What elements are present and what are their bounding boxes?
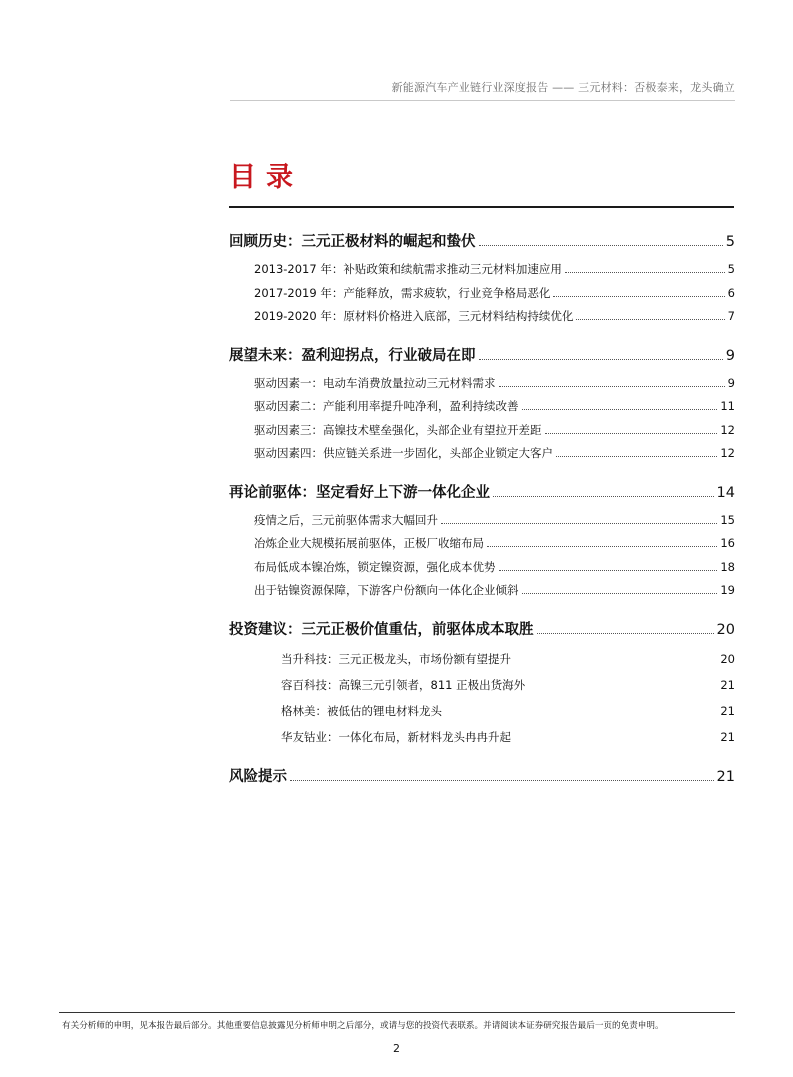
toc-subentry-title: 驱动因素三：高镍技术壁垒强化，头部企业有望拉开差距	[254, 422, 542, 437]
toc-subentry-title: 容百科技：高镍三元引领者，811 正极出货海外	[281, 677, 526, 692]
running-header: 新能源汽车产业链行业深度报告 —— 三元材料：否极泰来，龙头确立	[391, 81, 735, 94]
toc-subentry-page: 6	[727, 285, 735, 300]
toc-subentry-title: 出于钴镍资源保障，下游客户份额向一体化企业倾斜	[254, 583, 519, 597]
toc-entry-level2[interactable]	[229, 442, 735, 466]
toc-entry-title: 再论前驱体：坚定看好上下游一体化企业	[229, 484, 490, 501]
toc-section	[229, 226, 735, 329]
toc-subentry-page: 21	[720, 729, 735, 744]
toc-subentry-title: 布局低成本镍冶炼，锁定镍资源，强化成本优势	[254, 559, 496, 574]
toc-entry-level2[interactable]	[229, 305, 735, 329]
footer-disclaimer: 有关分析师的申明，见本报告最后部分。其他重要信息披露见分析师申明之后部分，或请与您的投资代表联系。并请阅读本证券研究报告最后一页的免责申明。	[62, 1021, 664, 1031]
toc-entry-level1[interactable]	[229, 340, 735, 372]
toc-entry-title: 回顾历史：三元正极材料的崛起和蛰伏	[229, 234, 476, 250]
dot-leader	[441, 514, 717, 524]
toc-entry-level2[interactable]	[229, 419, 735, 443]
page-title: 目录	[229, 162, 303, 193]
toc-entry-level2[interactable]	[229, 395, 735, 419]
toc-entry-level2[interactable]	[229, 282, 735, 306]
toc-subentry-title: 驱动因素四：供应链关系进一步固化，头部企业锁定大客户	[254, 446, 553, 460]
dot-leader	[514, 654, 717, 663]
footer-divider	[59, 1012, 735, 1013]
toc-subentry-title: 华友钴业：一体化布局，新材料龙头冉冉升起	[281, 729, 511, 744]
toc-entry-level2[interactable]	[229, 724, 735, 750]
toc-entry-page: 9	[725, 347, 735, 364]
toc-entry-level1[interactable]	[229, 761, 735, 793]
toc-entry-title: 展望未来：盈利迎拐点，行业破局在即	[229, 347, 476, 364]
toc-subentry-page: 15	[720, 512, 735, 527]
toc-section	[229, 614, 735, 750]
toc-entry-page: 21	[716, 768, 735, 785]
toc-subentry-page: 12	[720, 446, 735, 460]
toc-section	[229, 477, 735, 603]
toc-entry-page: 5	[725, 234, 735, 250]
dot-leader	[514, 732, 717, 741]
toc-entry-level2[interactable]	[229, 646, 735, 672]
dot-leader	[290, 768, 714, 780]
toc-subentry-title: 2013-2017 年：补贴政策和续航需求推动三元材料加速应用	[254, 262, 562, 276]
toc-entry-level2[interactable]	[229, 372, 735, 396]
toc-entry-level1[interactable]	[229, 614, 735, 646]
dot-leader	[528, 680, 717, 689]
title-divider	[229, 206, 734, 208]
toc-subentry-page: 12	[720, 422, 735, 437]
toc-subentry-title: 驱动因素一：电动车消费放量拉动三元材料需求	[254, 375, 496, 390]
dot-leader	[499, 377, 725, 387]
toc-entry-title: 投资建议：三元正极价值重估，前驱体成本取胜	[229, 621, 534, 638]
toc-subentry-page: 19	[720, 583, 735, 597]
dot-leader	[565, 263, 725, 273]
dot-leader	[537, 621, 714, 633]
dot-leader	[479, 234, 723, 246]
toc-entry-page: 14	[716, 484, 735, 501]
dot-leader	[479, 347, 723, 359]
toc-subentry-page: 20	[720, 651, 735, 666]
toc-subentry-page: 11	[720, 399, 735, 413]
dot-leader	[522, 400, 718, 410]
toc-subentry-title: 疫情之后，三元前驱体需求大幅回升	[254, 512, 438, 527]
toc-entry-level2[interactable]	[229, 579, 735, 603]
toc-subentry-title: 2019-2020 年：原材料价格进入底部，三元材料结构持续优化	[254, 309, 574, 323]
dot-leader	[522, 584, 718, 594]
header-divider	[230, 100, 735, 101]
dot-leader	[556, 447, 717, 457]
toc-subentry-page: 21	[720, 677, 735, 692]
dot-leader	[493, 484, 714, 496]
toc-entry-title: 风险提示	[229, 768, 287, 785]
toc-subentry-title: 冶炼企业大规模拓展前驱体，正极厂收缩布局	[254, 536, 484, 550]
toc-subentry-page: 7	[727, 309, 735, 323]
dot-leader	[499, 561, 718, 571]
toc-section	[229, 340, 735, 466]
dot-leader	[545, 424, 718, 434]
toc-entry-level2[interactable]	[229, 509, 735, 533]
toc-subentry-title: 2017-2019 年：产能释放，需求疲软，行业竞争格局恶化	[254, 285, 551, 300]
page-number: 2	[393, 1042, 400, 1055]
toc-entry-level1[interactable]	[229, 477, 735, 509]
dot-leader	[445, 706, 717, 715]
toc-subentry-title: 格林美：被低估的锂电材料龙头	[281, 703, 442, 718]
dot-leader	[487, 537, 717, 547]
toc-subentry-page: 5	[727, 262, 735, 276]
toc-entry-level2[interactable]	[229, 672, 735, 698]
toc-entry-level2[interactable]	[229, 556, 735, 580]
toc-subentry-page: 9	[727, 375, 735, 390]
toc-entry-level2[interactable]	[229, 532, 735, 556]
toc-entry-level1[interactable]	[229, 226, 735, 258]
toc-section	[229, 761, 735, 793]
table-of-contents	[229, 226, 735, 804]
toc-subentry-page: 21	[720, 703, 735, 718]
toc-subentry-title: 驱动因素二：产能利用率提升吨净利，盈利持续改善	[254, 399, 519, 413]
toc-subentry-page: 18	[720, 559, 735, 574]
toc-subentry-title: 当升科技：三元正极龙头，市场份额有望提升	[281, 651, 511, 666]
toc-entry-level2[interactable]	[229, 698, 735, 724]
dot-leader	[553, 287, 724, 297]
toc-subentry-page: 16	[720, 536, 735, 550]
toc-entry-page: 20	[716, 621, 735, 638]
dot-leader	[576, 310, 724, 320]
toc-entry-level2[interactable]	[229, 258, 735, 282]
